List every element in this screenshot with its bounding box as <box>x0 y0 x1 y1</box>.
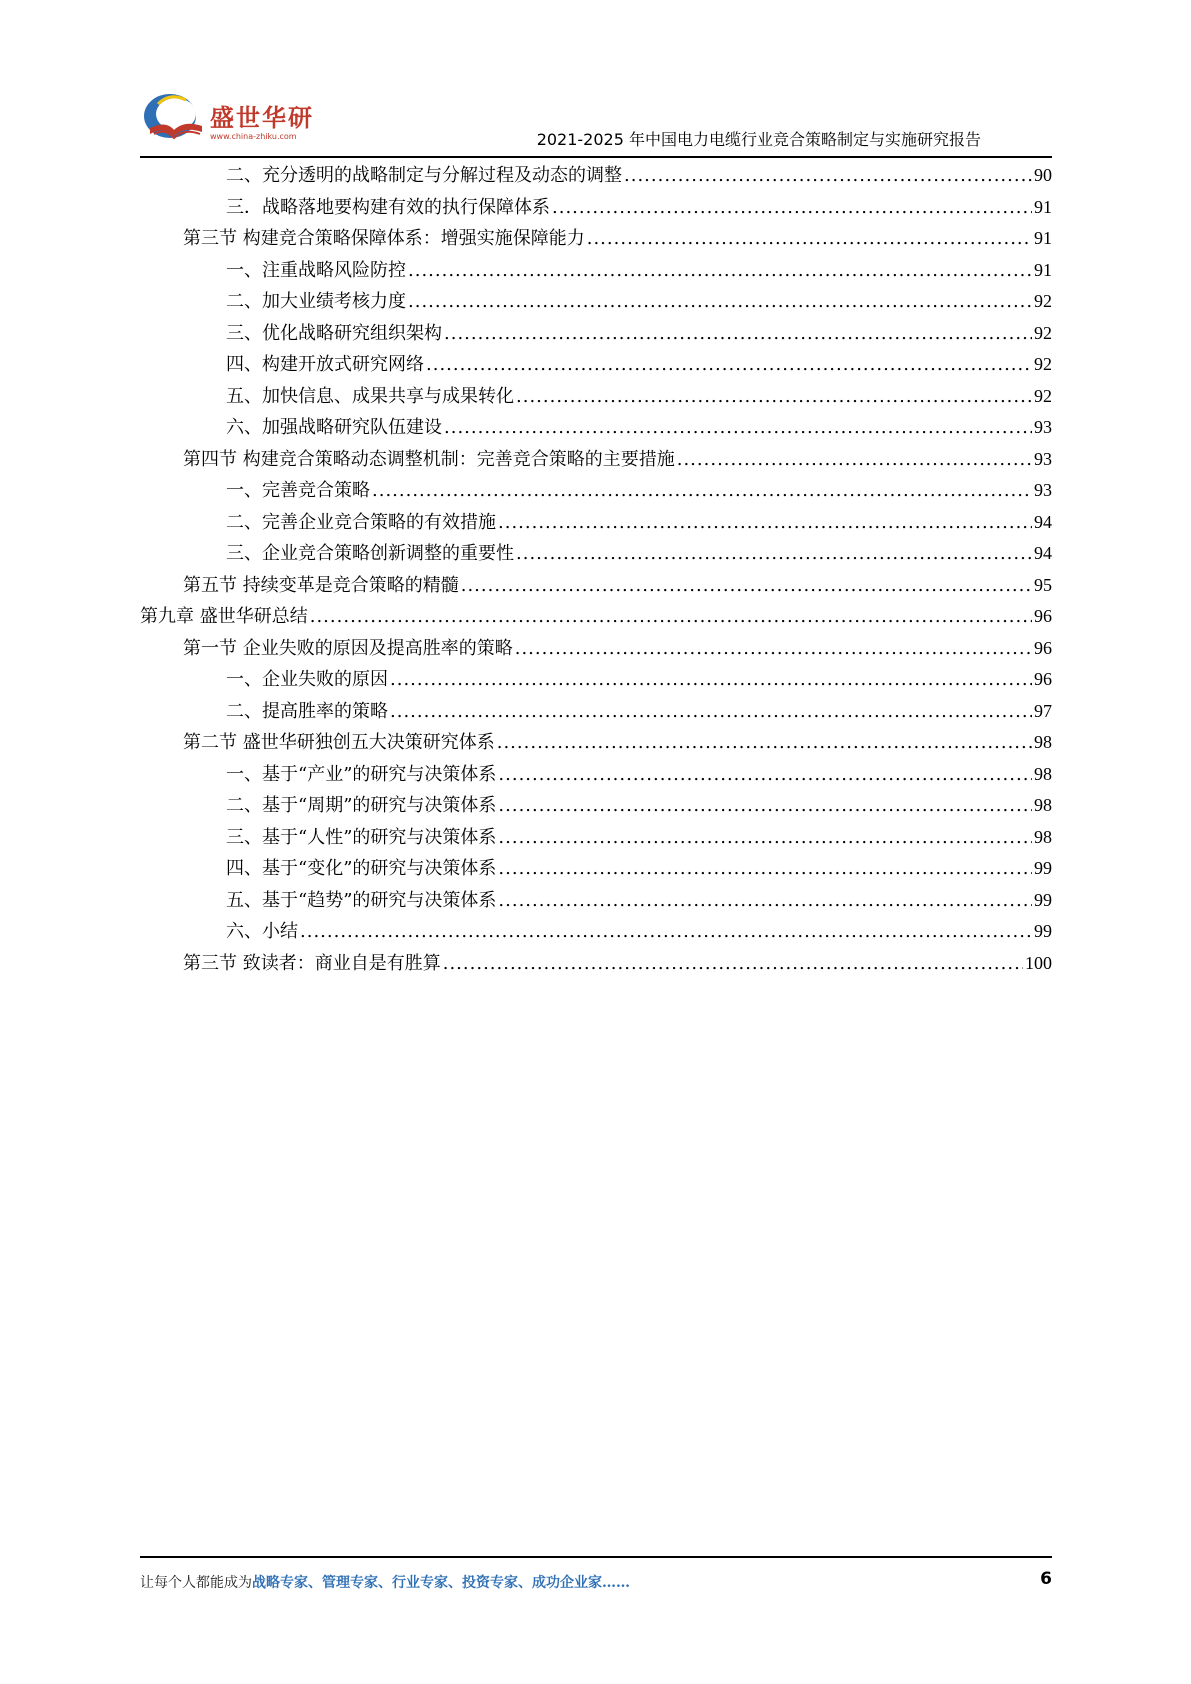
toc-entry-page: 99 <box>1034 858 1052 878</box>
toc-entry-page: 96 <box>1034 606 1052 626</box>
toc-entry[interactable] <box>140 885 1052 917</box>
toc-entry-page: 100 <box>1025 952 1052 973</box>
toc-entry-page: 99 <box>1034 889 1052 910</box>
toc-entry[interactable] <box>140 538 1052 570</box>
toc-entry[interactable] <box>140 223 1052 255</box>
toc-entry-title: 一、完善竞合策略 <box>226 480 370 501</box>
toc-entry[interactable] <box>140 601 1052 633</box>
toc-entry-page: 92 <box>1034 385 1052 406</box>
logo-name: 盛世华研 <box>210 104 314 132</box>
toc-dot-leader <box>498 885 1032 917</box>
toc-entry-title: 二、加大业绩考核力度 <box>226 291 406 312</box>
toc-entry-page: 97 <box>1034 700 1052 721</box>
toc-entry[interactable] <box>140 727 1052 759</box>
toc-entry[interactable] <box>140 664 1052 696</box>
toc-dot-leader <box>443 948 1023 980</box>
toc-entry-page: 96 <box>1034 669 1052 689</box>
toc-entry[interactable] <box>140 160 1052 192</box>
toc-dot-leader <box>516 381 1032 413</box>
toc-entry-page: 93 <box>1034 480 1052 500</box>
toc-entry-page: 92 <box>1034 354 1052 374</box>
toc-entry-title: 四、构建开放式研究网络 <box>226 354 424 375</box>
toc-dot-leader <box>390 664 1032 696</box>
toc-dot-leader <box>498 759 1032 791</box>
toc-dot-leader <box>444 318 1032 350</box>
toc-entry-title: 第五节 持续变革是竞合策略的精髓 <box>183 574 459 596</box>
toc-entry-page: 92 <box>1034 322 1052 343</box>
book-swoosh-logo-icon <box>140 86 208 146</box>
toc-entry-title: 第三节 构建竞合策略保障体系：增强实施保障能力 <box>183 228 585 249</box>
toc-dot-leader <box>498 822 1032 854</box>
toc-entry-page: 93 <box>1034 417 1052 437</box>
toc-entry-page: 98 <box>1034 732 1052 752</box>
toc-dot-leader <box>677 444 1032 476</box>
toc-entry-title: 二、基于“周期”的研究与决策体系 <box>226 795 497 816</box>
toc-entry-title: 二、充分透明的战略制定与分解过程及动态的调整 <box>226 165 622 186</box>
toc-entry[interactable] <box>140 790 1052 822</box>
toc-entry[interactable] <box>140 853 1052 885</box>
toc-entry[interactable] <box>140 192 1052 224</box>
toc-entry-title: 第一节 企业失败的原因及提高胜率的策略 <box>183 637 513 659</box>
toc-dot-leader <box>408 255 1032 287</box>
toc-entry-title: 第二节 盛世华研独创五大决策研究体系 <box>183 732 495 753</box>
toc-entry-page: 91 <box>1034 228 1052 248</box>
toc-entry[interactable] <box>140 475 1052 507</box>
toc-entry-page: 96 <box>1034 637 1052 658</box>
toc-dot-leader <box>444 412 1032 444</box>
toc-dot-leader <box>552 192 1032 224</box>
toc-entry[interactable] <box>140 444 1052 476</box>
toc-entry-title: 三．战略落地要构建有效的执行保障体系 <box>226 196 550 218</box>
toc-dot-leader <box>372 475 1032 507</box>
toc-entry-page: 92 <box>1034 291 1052 311</box>
footer-slogan-prefix: 让每个人都能成为 <box>140 1575 252 1591</box>
toc-entry-page: 98 <box>1034 826 1052 847</box>
toc-dot-leader <box>498 790 1032 822</box>
toc-dot-leader <box>497 727 1032 759</box>
toc-entry-title: 第四节 构建竞合策略动态调整机制：完善竞合策略的主要措施 <box>183 448 675 470</box>
toc-dot-leader <box>390 696 1032 728</box>
toc-entry-title: 五、加快信息、成果共享与成果转化 <box>226 385 514 407</box>
toc-entry[interactable] <box>140 633 1052 665</box>
toc-entry-title: 二、提高胜率的策略 <box>226 700 388 722</box>
toc-entry-title: 二、完善企业竞合策略的有效措施 <box>226 511 496 533</box>
toc-entry-page: 94 <box>1034 511 1052 532</box>
table-of-contents <box>140 160 1052 979</box>
company-logo <box>140 80 314 150</box>
toc-entry-page: 91 <box>1034 259 1052 280</box>
toc-entry-page: 98 <box>1034 795 1052 815</box>
toc-entry-title: 六、小结 <box>226 921 298 942</box>
toc-entry-page: 90 <box>1034 165 1052 185</box>
footer-divider <box>140 1556 1052 1558</box>
toc-entry[interactable] <box>140 255 1052 287</box>
toc-entry[interactable] <box>140 349 1052 381</box>
toc-entry-title: 五、基于“趋势”的研究与决策体系 <box>226 889 497 911</box>
toc-entry-title: 三、优化战略研究组织架构 <box>226 322 442 344</box>
toc-entry-title: 第三节 致读者：商业自是有胜算 <box>183 952 441 974</box>
toc-entry-title: 四、基于“变化”的研究与决策体系 <box>226 858 497 879</box>
toc-dot-leader <box>300 916 1032 948</box>
toc-entry-title: 三、基于“人性”的研究与决策体系 <box>226 826 497 848</box>
report-title: 2021-2025 年中国电力电缆行业竞合策略制定与实施研究报告 <box>536 130 981 149</box>
toc-dot-leader <box>426 349 1032 381</box>
toc-dot-leader <box>515 633 1032 665</box>
logo-url: www.china-zhiku.com <box>210 132 297 141</box>
footer-slogan <box>140 1572 630 1592</box>
toc-entry[interactable] <box>140 759 1052 791</box>
page-number: 6 <box>1040 1569 1052 1589</box>
toc-dot-leader <box>516 538 1032 570</box>
toc-entry-title: 一、企业失败的原因 <box>226 669 388 690</box>
toc-entry[interactable] <box>140 286 1052 318</box>
toc-dot-leader <box>498 507 1032 539</box>
toc-entry-page: 94 <box>1034 543 1052 563</box>
toc-entry[interactable] <box>140 948 1052 980</box>
toc-entry-title: 六、加强战略研究队伍建设 <box>226 417 442 438</box>
toc-entry[interactable] <box>140 822 1052 854</box>
toc-entry-title: 一、注重战略风险防控 <box>226 259 406 281</box>
toc-entry[interactable] <box>140 412 1052 444</box>
toc-dot-leader <box>310 601 1032 633</box>
toc-entry-title: 一、基于“产业”的研究与决策体系 <box>226 763 497 785</box>
toc-entry[interactable] <box>140 916 1052 948</box>
toc-dot-leader <box>408 286 1032 318</box>
toc-entry-title: 三、企业竞合策略创新调整的重要性 <box>226 543 514 564</box>
toc-dot-leader <box>587 223 1032 255</box>
header-divider <box>140 156 1052 158</box>
toc-entry[interactable] <box>140 381 1052 413</box>
toc-entry-page: 99 <box>1034 921 1052 941</box>
toc-entry-page: 91 <box>1034 196 1052 217</box>
toc-dot-leader <box>498 853 1032 885</box>
toc-entry-page: 98 <box>1034 763 1052 784</box>
toc-entry-page: 93 <box>1034 448 1052 469</box>
toc-entry[interactable] <box>140 570 1052 602</box>
toc-entry[interactable] <box>140 696 1052 728</box>
toc-dot-leader <box>461 570 1032 602</box>
footer-slogan-highlight: 战略专家、管理专家、行业专家、投资专家、成功企业家…… <box>252 1575 630 1591</box>
toc-entry-title: 第九章 盛世华研总结 <box>140 606 308 627</box>
toc-entry-page: 95 <box>1034 574 1052 595</box>
toc-dot-leader <box>624 160 1032 192</box>
toc-entry[interactable] <box>140 507 1052 539</box>
toc-entry[interactable] <box>140 318 1052 350</box>
